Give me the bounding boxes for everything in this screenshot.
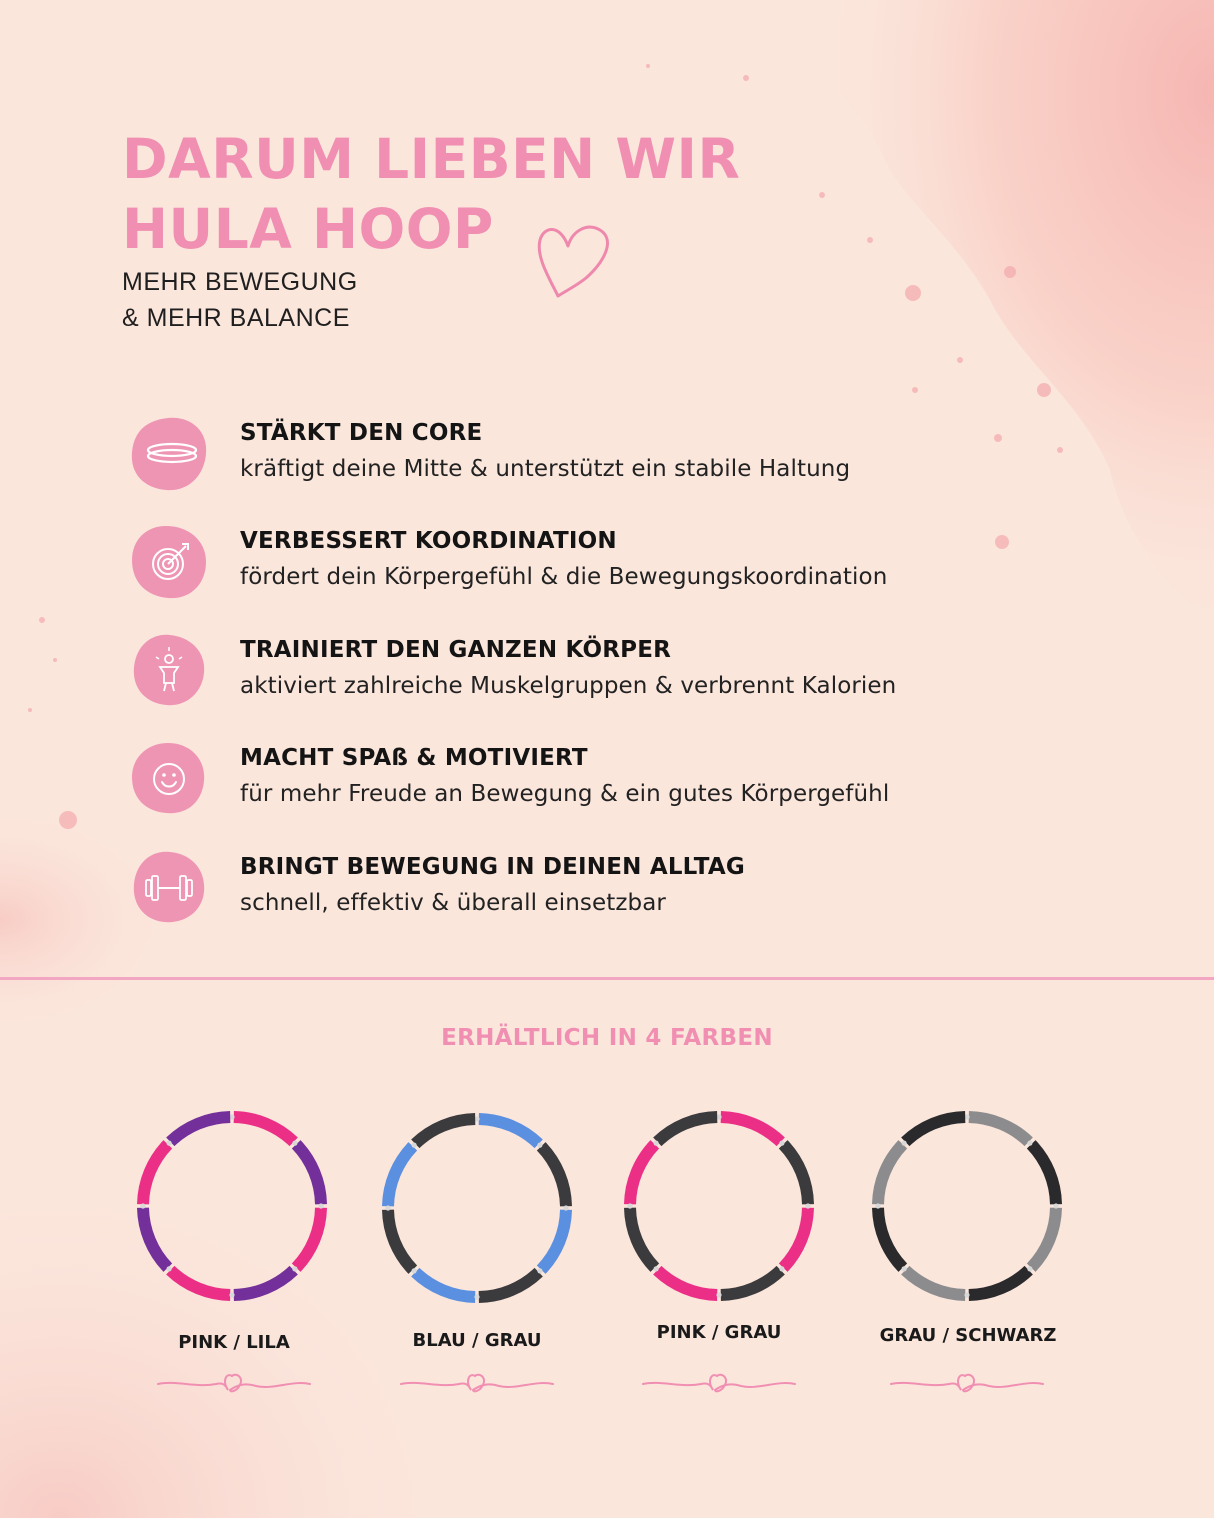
hoop-connector: [412, 1268, 417, 1273]
heart-swirl-icon: [889, 1364, 1045, 1394]
colors-heading: ERHÄLTLICH IN 4 FARBEN: [441, 1025, 773, 1051]
hoop-segment: [234, 1270, 294, 1295]
hoop-label-pink-grau: PINK / GRAU: [656, 1322, 782, 1343]
hoop-connector: [292, 1266, 297, 1271]
hoop-segment: [143, 1208, 168, 1268]
feature-item-koordination: [130, 524, 1030, 604]
hoop-segment: [905, 1270, 965, 1295]
hoop-segment: [415, 1272, 475, 1297]
heart-swirl-icon: [399, 1364, 555, 1394]
hoop-connector: [654, 1266, 659, 1271]
feature-item-ganzer-koerper: [130, 633, 1030, 713]
hoop-connector: [875, 1203, 880, 1208]
hoop-pink-lila: [132, 1106, 332, 1306]
hoop-segment: [143, 1144, 168, 1204]
hoop-segment: [905, 1117, 965, 1142]
hoop-connector: [292, 1141, 297, 1146]
subtitle-line-1: MEHR BEWEGUNG: [122, 268, 358, 296]
hoop-segment: [296, 1208, 321, 1268]
feature-item-alltag: [130, 850, 1030, 930]
hoop-connector: [140, 1203, 145, 1208]
hoop-blau-grau: [377, 1108, 577, 1308]
hoop-label-grau-schwarz: GRAU / SCHWARZ: [879, 1325, 1057, 1346]
hoop-label-blau-grau: BLAU / GRAU: [412, 1330, 542, 1351]
heart-swirl-icon: [641, 1364, 797, 1394]
target-icon: [130, 524, 208, 600]
hoop-segment: [721, 1270, 781, 1295]
feature-description: fördert dein Körpergefühl & die Bewegungskoordination: [240, 564, 888, 590]
feature-item-core: [130, 416, 1030, 496]
heart-swirl-line: [401, 1375, 553, 1392]
subtitle: [122, 264, 358, 336]
hoop-segment: [783, 1144, 808, 1204]
hoop-connector: [902, 1141, 907, 1146]
hoop-segment: [878, 1144, 903, 1204]
hoop-rings-icon: [130, 416, 208, 492]
hoop-segment: [234, 1117, 294, 1142]
hoop-connector: [167, 1266, 172, 1271]
smiley-icon: [130, 741, 208, 817]
hoop-connector: [779, 1141, 784, 1146]
hoop-connector: [1053, 1203, 1058, 1208]
feature-title: VERBESSERT KOORDINATION: [240, 528, 617, 554]
heart-doodle-icon: [530, 218, 620, 302]
hoop-segment: [878, 1208, 903, 1268]
feature-description: für mehr Freude an Bewegung & ein gutes Körpergefühl: [240, 781, 890, 807]
page-title: [122, 124, 842, 264]
hoop-connector: [537, 1268, 542, 1273]
section-divider: [0, 977, 1214, 980]
feature-description: schnell, effektiv & überall einsetzbar: [240, 890, 666, 916]
hoop-connector: [805, 1203, 810, 1208]
hoop-connector: [1027, 1141, 1032, 1146]
heart-swirl-line: [891, 1375, 1043, 1392]
hoop-segment: [170, 1117, 230, 1142]
hoop-segment: [479, 1119, 539, 1144]
feature-title: TRAINIERT DEN GANZEN KÖRPER: [240, 637, 672, 663]
hoop-pink-grau: [619, 1106, 819, 1306]
hoop-segment: [541, 1210, 566, 1270]
hoop-connector: [474, 1294, 479, 1299]
feature-description: kräftigt deine Mitte & unterstützt ein stabile Haltung: [240, 456, 851, 482]
feature-item-spass: [130, 741, 1030, 821]
hoop-segment: [657, 1270, 717, 1295]
hoop-connector: [563, 1205, 568, 1210]
feature-title: STÄRKT DEN CORE: [240, 420, 483, 446]
dumbbell-icon: [130, 850, 208, 926]
hoop-segment: [1031, 1208, 1056, 1268]
hoop-connector: [716, 1292, 721, 1297]
hoop-connector: [1027, 1266, 1032, 1271]
hoop-segment: [657, 1117, 717, 1142]
feature-description: aktiviert zahlreiche Muskelgruppen & verbrennt Kalorien: [240, 673, 897, 699]
hoop-grau-schwarz: [867, 1106, 1067, 1306]
body-icon: [130, 633, 208, 709]
subtitle-line-2: & MEHR BALANCE: [122, 304, 350, 332]
hoop-segment: [170, 1270, 230, 1295]
hoop-connector: [229, 1292, 234, 1297]
hoop-connector: [412, 1143, 417, 1148]
heart-swirl-icon: [156, 1364, 312, 1394]
hoop-connector: [779, 1266, 784, 1271]
hoop-segment: [630, 1144, 655, 1204]
hoop-segment: [388, 1146, 413, 1206]
title-line-2: HULA HOOP: [122, 197, 494, 261]
hoop-connector: [627, 1203, 632, 1208]
heart-swirl-line: [643, 1375, 795, 1392]
hoop-connector: [654, 1141, 659, 1146]
hoop-connector: [318, 1203, 323, 1208]
hoop-connector: [964, 1292, 969, 1297]
hoop-segment: [969, 1117, 1029, 1142]
heart-swirl-line: [158, 1375, 310, 1392]
title-line-1: DARUM LIEBEN WIR: [122, 127, 741, 191]
hoop-label-pink-lila: PINK / LILA: [178, 1332, 290, 1353]
hoop-segment: [541, 1146, 566, 1206]
hoop-segment: [479, 1272, 539, 1297]
hoop-connector: [167, 1141, 172, 1146]
hoop-segment: [969, 1270, 1029, 1295]
hoop-connector: [385, 1205, 390, 1210]
hoop-segment: [1031, 1144, 1056, 1204]
hoop-segment: [721, 1117, 781, 1142]
hoop-segment: [415, 1119, 475, 1144]
hoop-connector: [902, 1266, 907, 1271]
feature-title: MACHT SPAß & MOTIVIERT: [240, 745, 588, 771]
hoop-segment: [296, 1144, 321, 1204]
hoop-segment: [783, 1208, 808, 1268]
hoop-segment: [630, 1208, 655, 1268]
hoop-segment: [388, 1210, 413, 1270]
hoop-connector: [537, 1143, 542, 1148]
feature-title: BRINGT BEWEGUNG IN DEINEN ALLTAG: [240, 854, 745, 880]
